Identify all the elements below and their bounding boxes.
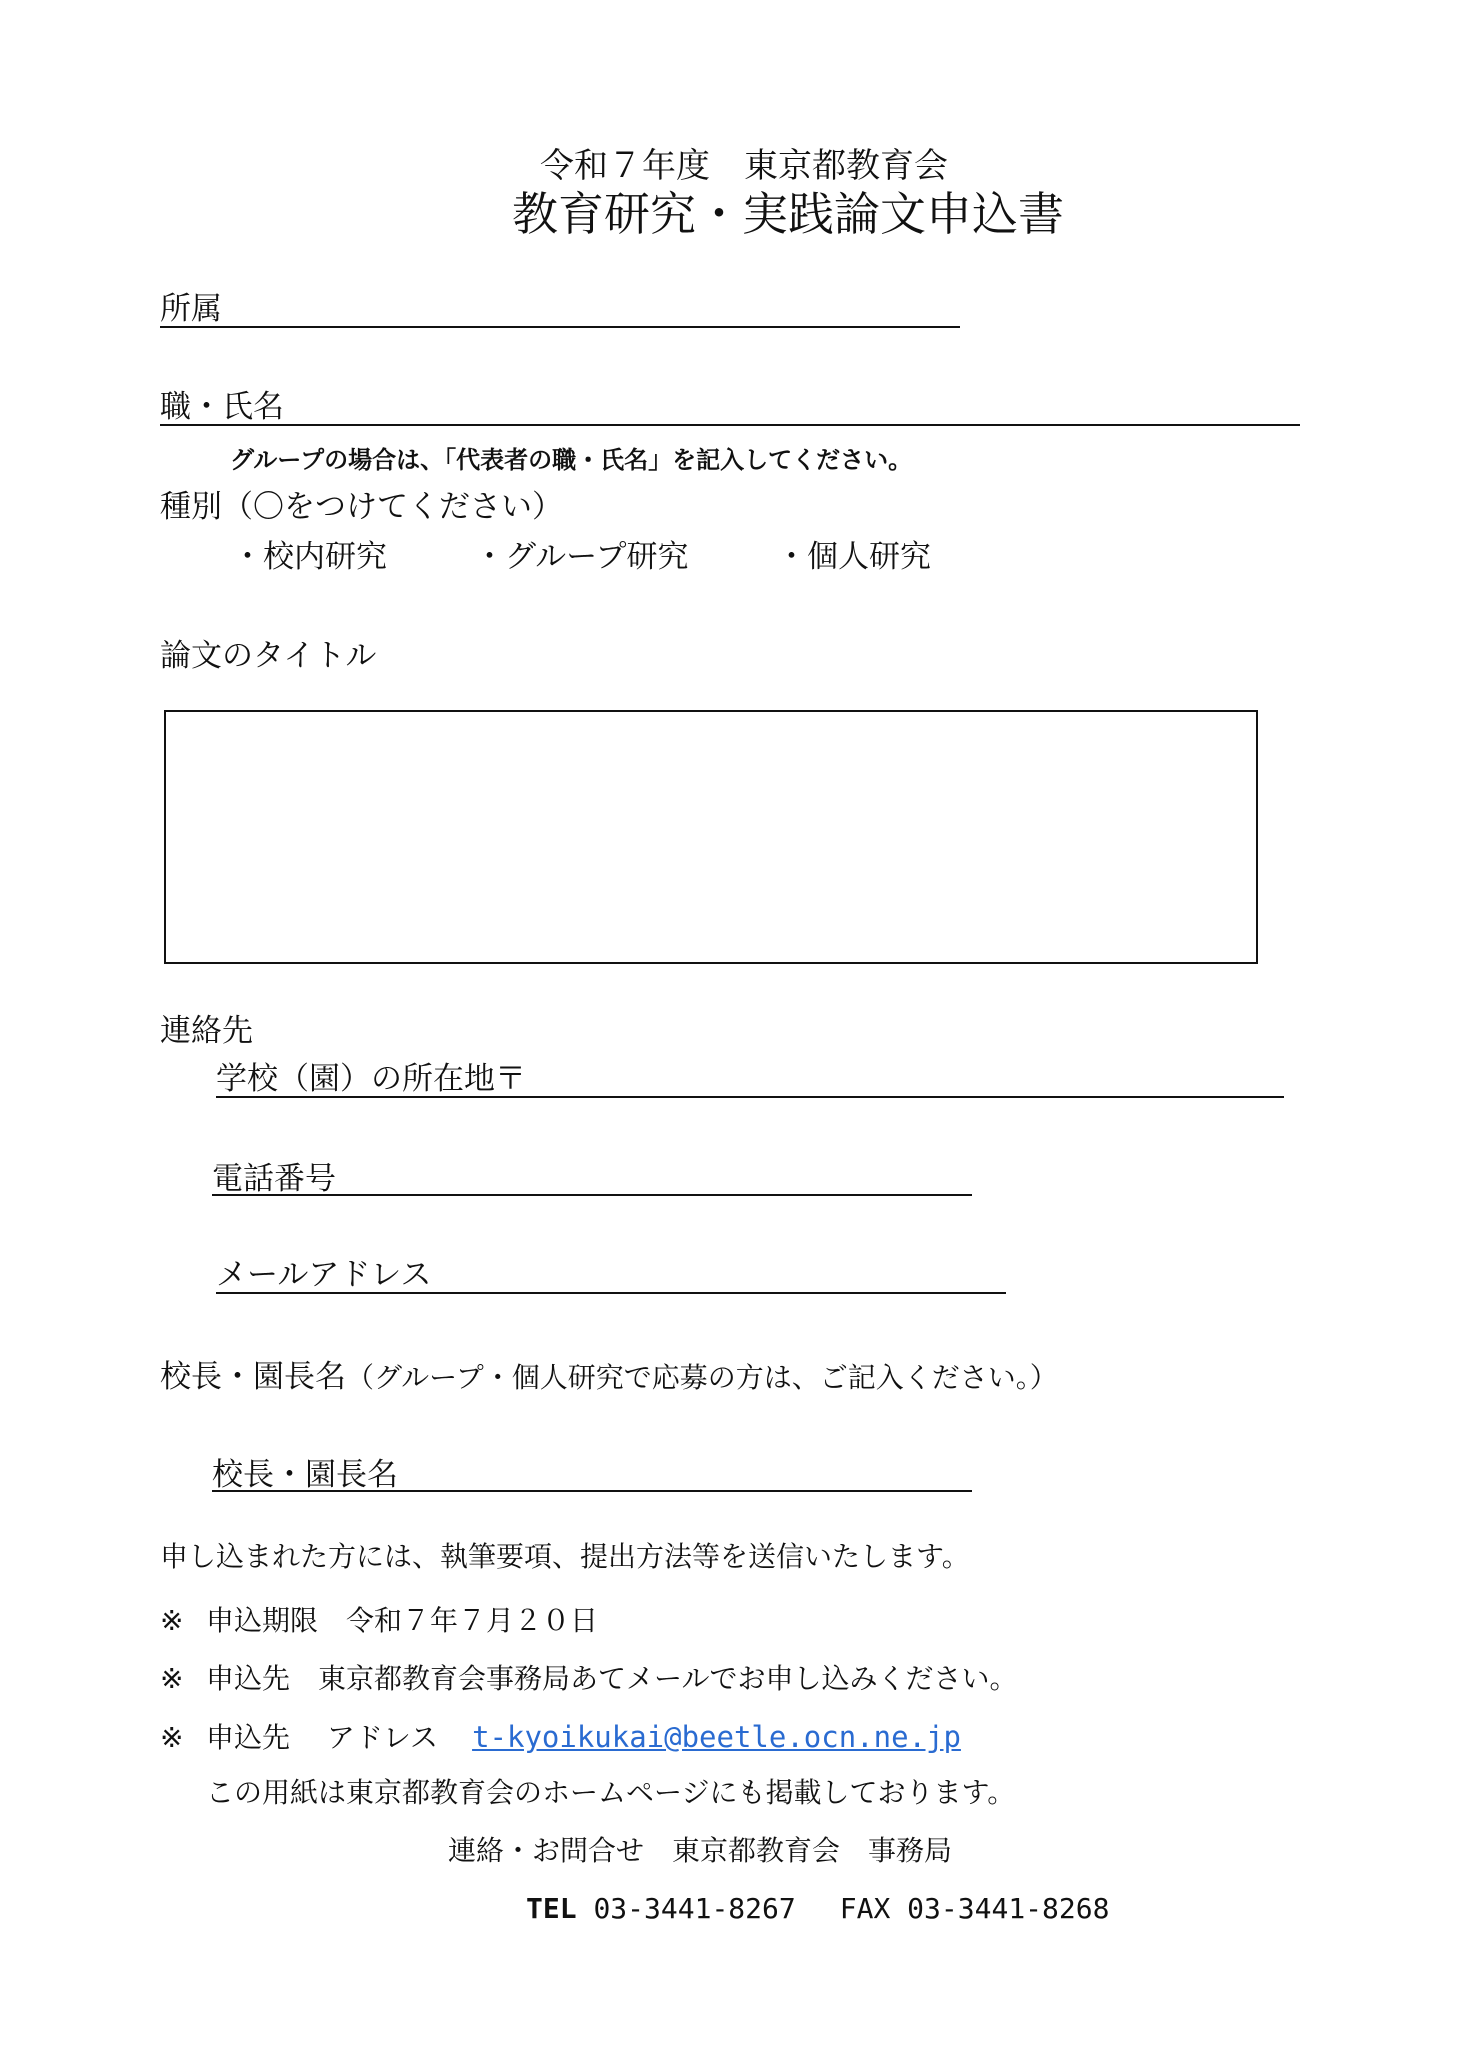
phone-label: 電話番号 [212,1161,336,1197]
email-label: メールアドレス [216,1257,432,1293]
fax-label: FAX [839,1892,891,1925]
address-prefix: 申込先 アドレス [206,1721,439,1754]
deadline-note [160,1604,598,1638]
category-option-individual[interactable]: ・個人研究 [776,539,931,575]
note-mark: ※ [160,1721,184,1754]
affiliation-field[interactable] [160,326,960,328]
destination-note [160,1662,1017,1696]
category-option-group[interactable]: ・グループ研究 [474,539,689,575]
principal-heading: 校長・園長名 [160,1359,346,1395]
deadline-text: 申込期限 令和７年７月２０日 [206,1604,599,1637]
name-field[interactable] [160,424,1300,426]
category-option-school[interactable]: ・校内研究 [232,539,387,575]
paper-title-label: 論文のタイトル [160,638,377,674]
note-mark: ※ [160,1604,184,1637]
note-mark: ※ [160,1662,184,1695]
tel-fax-line [526,1892,1109,1926]
form-title: 教育研究・実践論文申込書 [512,187,1064,241]
send-info: 申し込まれた方には、執筆要項、提出方法等を送信いたします。 [160,1540,970,1573]
category-label: 種別（〇をつけてください） [160,489,563,525]
phone-field[interactable] [212,1194,972,1196]
affiliation-label: 所属 [160,291,222,327]
address-field[interactable] [216,1096,1284,1098]
fax-number: 03-3441-8268 [907,1892,1110,1925]
homepage-note: この用紙は東京都教育会のホームページにも掲載しております。 [206,1776,1016,1809]
destination-text: 申込先 東京都教育会事務局あてメールでお申し込みください。 [206,1662,1018,1695]
name-label: 職・氏名 [160,389,284,425]
principal-heading-row [160,1358,1058,1396]
email-link[interactable]: t-kyoikukai@beetle.ocn.ne.jp [472,1720,961,1754]
tel-number: 03-3441-8267 [593,1892,796,1925]
form-subtitle: 令和７年度 東京都教育会 [540,146,948,186]
email-field[interactable] [216,1292,1006,1294]
paper-title-box[interactable] [164,710,1258,964]
group-note: グループの場合は、「代表者の職・氏名」を記入してください。 [230,446,913,474]
address-label: 学校（園）の所在地〒 [216,1061,526,1097]
principal-field[interactable] [212,1490,972,1492]
contact-office: 連絡・お問合せ 東京都教育会 事務局 [448,1834,953,1867]
principal-label: 校長・園長名 [212,1457,398,1493]
principal-note: （グループ・個人研究で応募の方は、ご記入ください。） [346,1361,1058,1394]
tel-label: TEL [526,1892,577,1925]
contact-label: 連絡先 [160,1013,253,1049]
address-note [160,1720,961,1755]
